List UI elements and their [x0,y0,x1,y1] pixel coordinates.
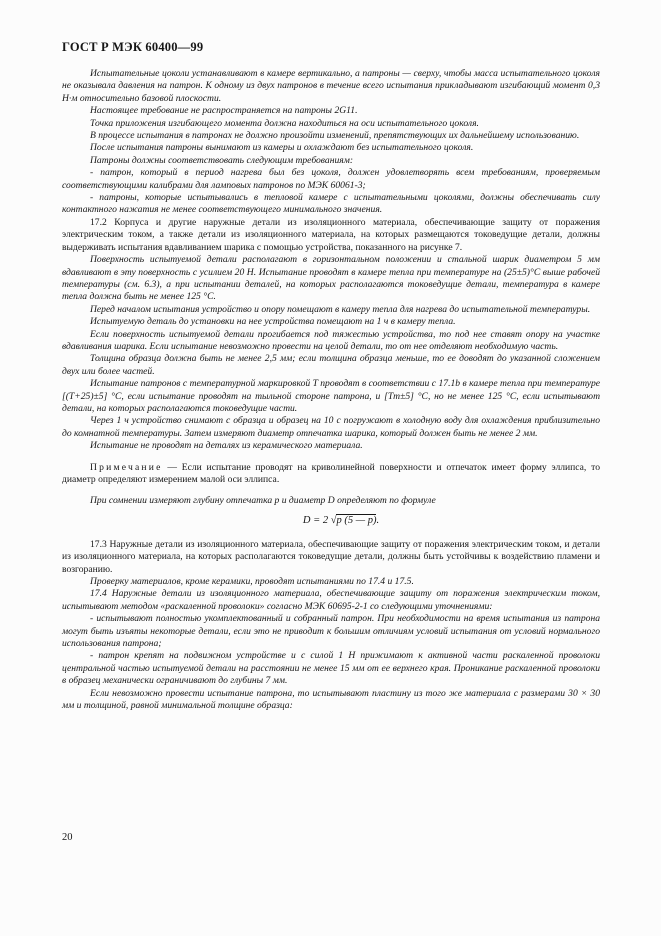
paragraph: Если поверхность испытуемой детали прогибается под тяжестью устройства, то под нее ставят опору на участке вдавливания шарика. Если испытание невозможно провести на целой детали, то от нее отделяют необходимую часть. [62,328,600,352]
paragraph: После испытания патроны вынимают из камеры и охлаждают без испытательного цоколя. [90,142,474,154]
section-17-4: 17.4 Наружные детали из изоляционного материала, обеспечивающие защиту от поражения электрическим током, испытывают методом «раскаленной проволоки» согласно МЭК 60695-2-1 со следующими уточнениями: [62,588,600,612]
paragraph: Патроны должны соответствовать следующим требованиям: [90,154,354,166]
paragraph: Испытание не проводят на деталях из керамического материала. [90,440,363,452]
paragraph: При сомнении измеряют глубину отпечатка p и диаметр D определяют по формуле [90,495,436,507]
list-item: - патрон крепят на подвижном устройстве и с силой 1 Н прижимают к активной части раскаленной проволоки центральной частью испытуемой детали на расстоянии не менее 15 мм от ее верхнего края. Проникание раскаленной проволоки в образец механически ограничивают до глубины 7 мм. [62,650,600,687]
formula-radicand: p (5 — p) [336,514,377,526]
list-item: - испытывают полностью укомплектованный и собранный патрон. При необходимости на время испытания из патрона могут быть изъяты некоторые детали, если это не приводит к большим отличиям условий испытания от условий нормального использования патрона; [62,613,600,650]
sqrt-symbol: √ [330,514,337,526]
section-17-3: 17.3 Наружные детали из изоляционного материала, обеспечивающие защиту от поражения электрическим током, и детали из изоляционного материала, на которых располагаются токоведущие детали, должны быть устойчивы к воздействию пламени и возгоранию. [62,538,600,575]
formula [62,514,600,528]
paragraph: Через 1 ч устройство снимают с образца и образец на 10 с погружают в холодную воду для охлаждения приблизительно до комнатной температуры. Затем измеряют диаметр отпечатка шарика, который должен быть не менее 2 мм. [62,415,600,439]
formula-lhs: D = 2 [302,514,329,526]
paragraph: Проверку материалов, кроме керамики, проводят испытаниями по 17.4 и 17.5. [90,576,414,588]
paragraph: Толщина образца должна быть не менее 2,5 мм; если толщина образца меньше, то ее доводят до указанной сложением двух или более частей. [62,353,600,377]
document-page [62,40,600,713]
note [62,462,600,487]
section-17-2: 17.2 Корпуса и другие наружные детали из изоляционного материала, обеспечивающие защиту от поражения электрическим током, а также детали из изоляционного материала, на которых размещаются токоведущие детали, должны выдерживать испытания вдавливанием шарика с помощью устройства, показанного на рисунке 7. [62,216,600,253]
list-item: - патрон, который в период нагрева был без цоколя, должен удовлетворять всем требованиям, проверяемым соответствующими калибрами для ламповых патронов по МЭК 60061-3; [62,167,600,191]
note-label: Примечание [90,461,163,473]
paragraph: В процессе испытания в патронах не должно произойти изменений, препятствующих их дальнейшему использованию. [90,130,580,142]
paragraph: Испытуемую деталь до установки на нее устройства помещают на 1 ч в камеру тепла. [90,316,456,328]
note-text: — Если испытание проводят на криволинейной поверхности и отпечаток имеет форму эллипса, то диаметр определяют измерением малой оси эллипса. [62,461,600,485]
formula-end: . [376,514,380,526]
paragraph: Поверхность испытуемой детали располагают в горизонтальном положении и стальной шарик диаметром 5 мм вдавливают в эту поверхность с усилием 20 Н. Испытание проводят в камере тепла при температуре на (25±5)°С выше рабочей температуры (см. 6.3), а при испытании деталей, на которых располагаются токоведущие детали, температура в камере тепла должна быть не менее 125 °С. [62,254,600,303]
document-header: ГОСТ Р МЭК 60400—99 [62,40,204,54]
paragraph: Точка приложения изгибающего момента должна находиться на оси испытательного цоколя. [90,117,479,129]
paragraph: Настоящее требование не распространяется на патроны 2G11. [90,105,358,117]
paragraph: Если невозможно провести испытание патрона, то испытывают пластину из того же материала с размерами 30 × 30 мм и толщиной, равной минимальной толщине образца: [62,687,600,712]
paragraph: Перед началом испытания устройство и опору помещают в камеру тепла для нагрева до испытательной температуры. [90,303,591,315]
paragraph: Испытание патронов с температурной маркировкой T проводят в соответствии с 17.1b в камере тепла при температуре [(T+25)±5] °С, если испытание проводят на тыльной стороне патрона, и [Tm±5] °С, но не менее 125 °С, если испытывают детали, на которых располагаются токоведущие части. [62,378,600,414]
list-item: - патроны, которые испытывались в тепловой камере с испытательными цоколями, должны обеспечивать силу контактного нажатия не менее соответствующего минимального значения. [62,192,600,216]
paragraph: Испытательные цоколи устанавливают в камере вертикально, а патроны — сверху, чтобы масса испытательного цоколя не оказывала давления на патрон. К одному из двух патронов в течение всего испытания прикладывают изгибающий момент 0,3 Н·м относительно базовой плоскости. [62,68,600,104]
page-number: 20 [62,832,73,843]
